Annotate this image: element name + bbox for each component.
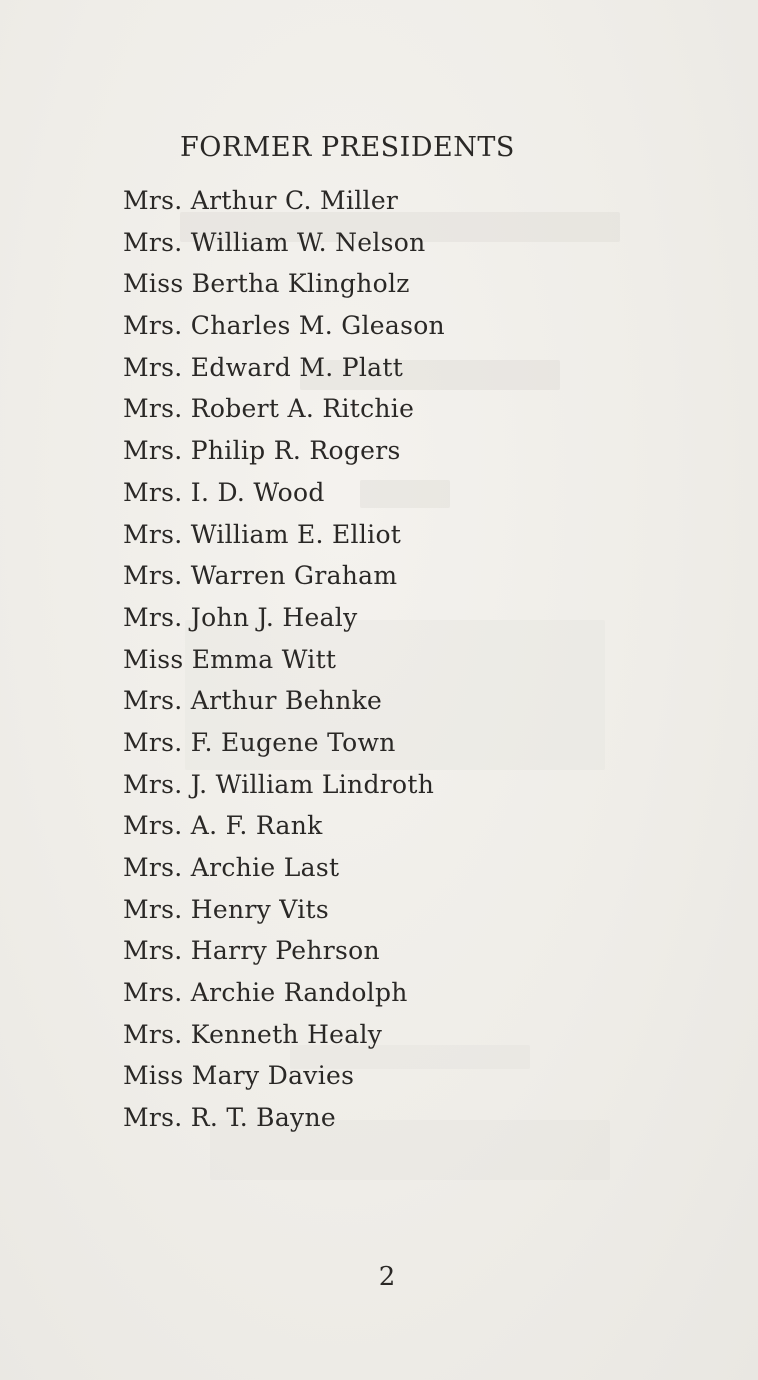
page-title: FORMER PRESIDENTS: [180, 132, 515, 163]
list-item: Mrs. J. William Lindroth: [123, 769, 435, 799]
list-item: Mrs. Archie Last: [123, 853, 340, 882]
list-item: Mrs. Henry Vits: [123, 894, 329, 924]
list-item: Mrs. Charles M. Gleason: [123, 311, 445, 341]
list-item: Mrs. A. F. Rank: [123, 811, 323, 841]
list-item: Mrs. Archie Randolph: [123, 978, 408, 1008]
list-item: Mrs. Harry Pehrson: [123, 936, 380, 966]
list-item: Mrs. William E. Elliot: [123, 519, 402, 549]
list-item: Mrs. Edward M. Platt: [123, 352, 404, 382]
list-item: Mrs. R. T. Bayne: [123, 1103, 336, 1133]
list-item: Mrs. Kenneth Healy: [123, 1019, 383, 1049]
list-item: Mrs. William W. Nelson: [123, 227, 426, 257]
page-number: 2: [378, 1262, 396, 1292]
list-item: Mrs. Warren Graham: [123, 561, 398, 591]
list-item: Mrs. John J. Healy: [123, 602, 358, 632]
former-presidents-list: [123, 180, 445, 1139]
list-item: Mrs. I. D. Wood: [123, 477, 325, 507]
list-item: Mrs. F. Eugene Town: [123, 727, 396, 757]
list-item: Mrs. Robert A. Ritchie: [123, 394, 415, 424]
list-item: Mrs. Philip R. Rogers: [123, 436, 401, 466]
list-item: Miss Mary Davies: [123, 1061, 355, 1091]
list-item: Miss Emma Witt: [123, 644, 337, 674]
list-item: Mrs. Arthur C. Miller: [123, 186, 399, 215]
list-item: Miss Bertha Klingholz: [123, 269, 410, 299]
list-item: Mrs. Arthur Behnke: [123, 686, 383, 716]
